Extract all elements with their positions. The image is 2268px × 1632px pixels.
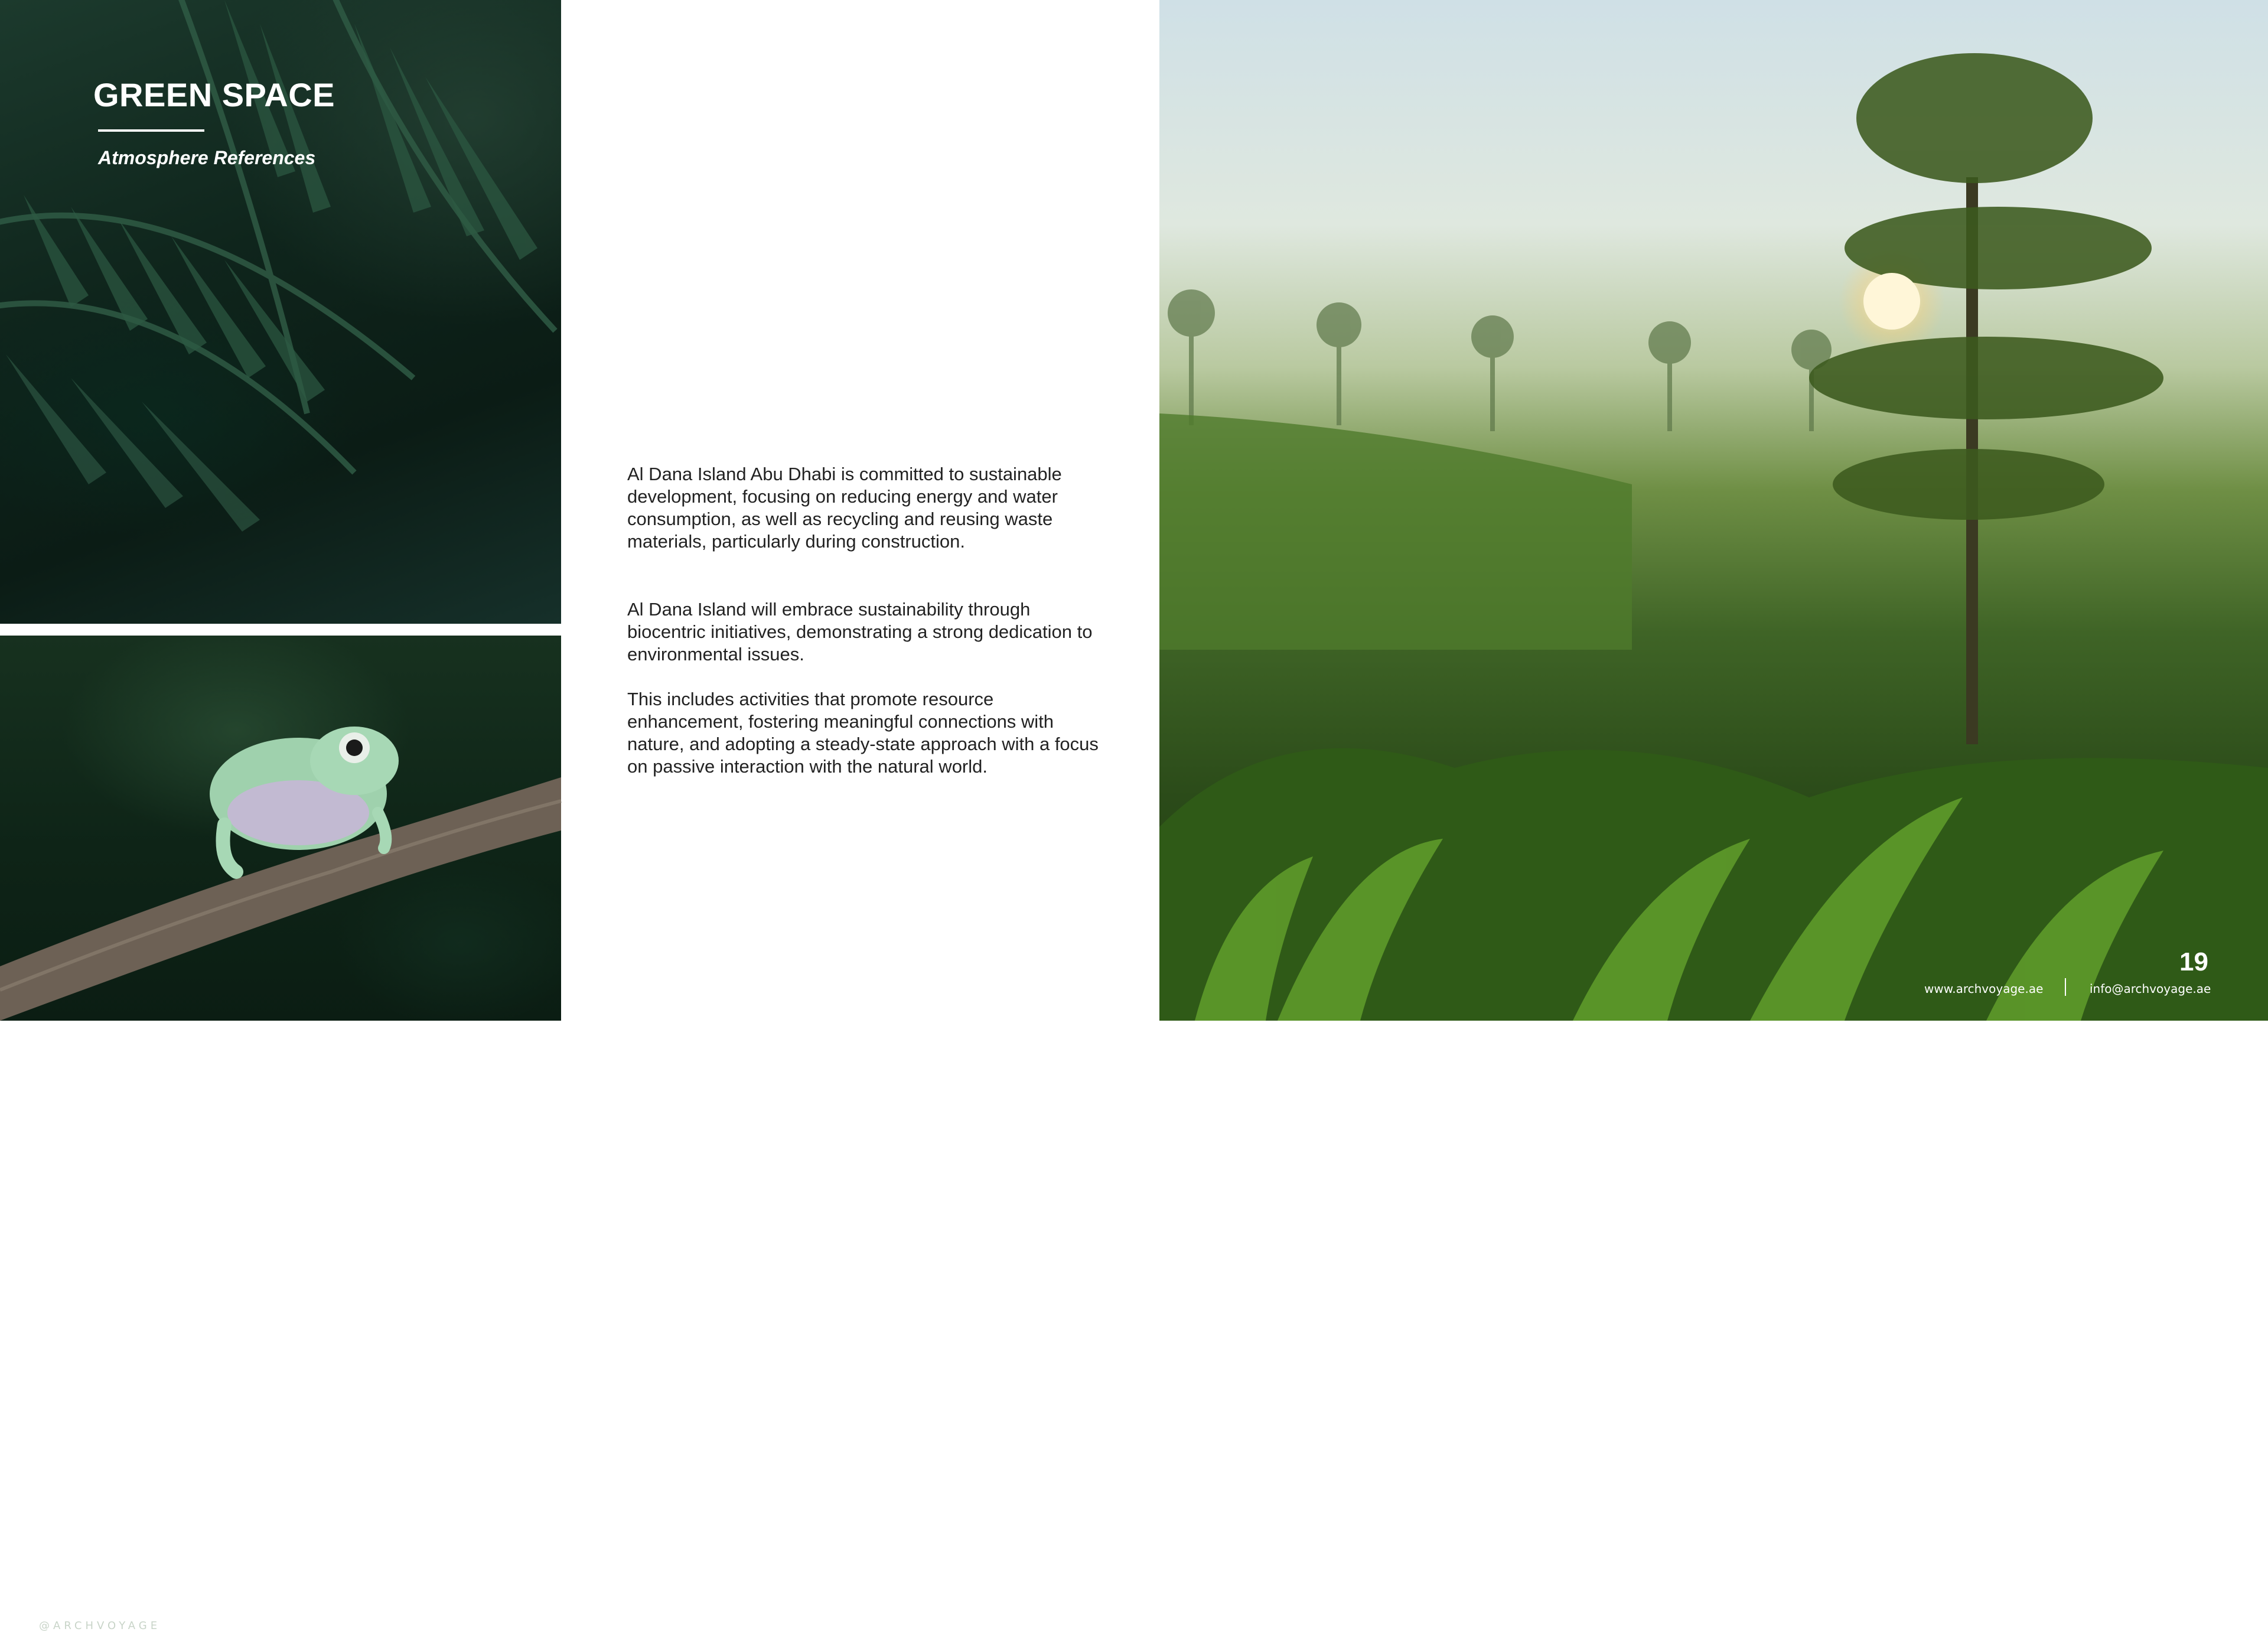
paragraph-1: Al Dana Island Abu Dhabi is committed to sustainable development, focusing on reducing energy and water consumption, as well as recycling and reusing waste materials, particularly during construction. — [627, 464, 1062, 552]
page-subtitle: Atmosphere References — [98, 147, 316, 168]
frog-illustration — [0, 636, 561, 1021]
footer-divider — [2065, 978, 2066, 996]
body-text — [627, 463, 1100, 778]
title-underline — [98, 129, 204, 132]
paragraph-3: This includes activities that promote resource enhancement, fostering meaningful connections with nature, and adopting a steady-state approach with a focus on passive interaction with the natural world. — [627, 689, 1099, 777]
sunlit-jungle-tree-photo — [1159, 0, 2268, 1021]
palm-leaves-photo — [0, 0, 561, 624]
social-handle: @ARCHVOYAGE — [39, 1620, 161, 1632]
page-number: 19 — [2179, 947, 2208, 976]
footer-website-link[interactable]: www.archvoyage.ae — [1924, 982, 2044, 996]
paragraph-2: Al Dana Island will embrace sustainability through biocentric initiatives, demonstrating a strong dedication to environmental issues. — [627, 599, 1093, 664]
footer-email-link[interactable]: info@archvoyage.ae — [2090, 982, 2211, 996]
title-block — [93, 76, 335, 169]
jungle-illustration — [1159, 0, 2268, 1021]
page-title: GREEN SPACE — [93, 76, 335, 113]
green-frog-on-branch-photo — [0, 636, 561, 1632]
